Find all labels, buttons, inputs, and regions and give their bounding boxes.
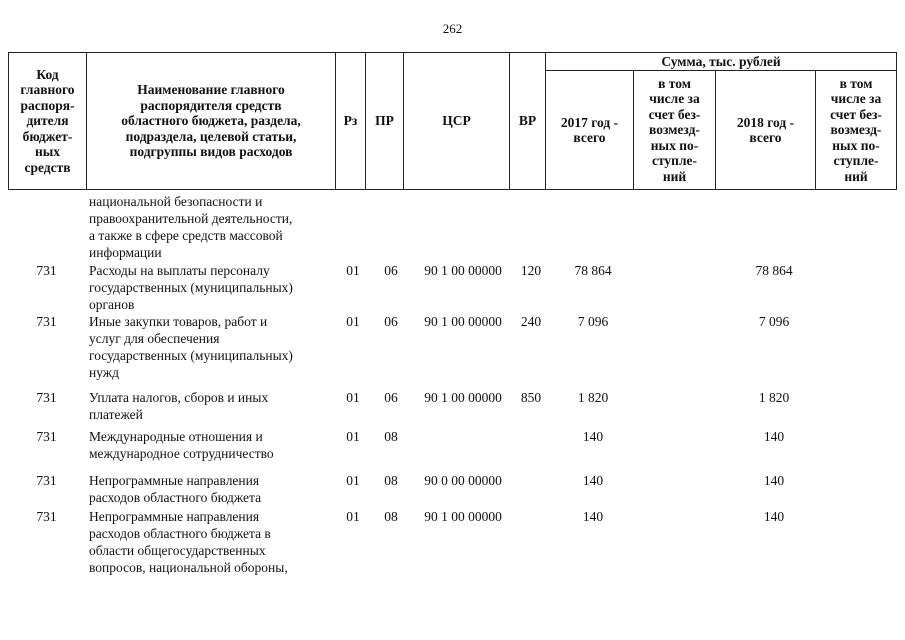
row-2-code: 731 <box>36 314 57 329</box>
header-vr: ВР <box>518 113 537 129</box>
row-1-rz: 01 <box>346 263 360 278</box>
row-1-pr: 06 <box>384 263 398 278</box>
row-3-sum-2017: 1 820 <box>577 390 609 405</box>
row-3-csr: 90 1 00 00000 <box>424 390 502 405</box>
row-2-sum-2017: 7 096 <box>577 314 609 329</box>
row-4-pr: 08 <box>384 429 398 444</box>
header-rz: Рз <box>343 113 358 129</box>
row-5-name: Непрограммные направления расходов областного бюджета <box>89 473 262 505</box>
header-sum: Сумма, тыс. рублей <box>661 53 781 69</box>
row-6-sum-2018: 140 <box>763 509 785 524</box>
row-1-csr: 90 1 00 00000 <box>424 263 502 278</box>
page-number: 262 <box>442 21 463 36</box>
row-1-name: Расходы на выплаты персоналу государственных (муниципальных) органов <box>89 263 293 312</box>
row-6-csr: 90 1 00 00000 <box>424 509 502 524</box>
row-1-sum-2017: 78 864 <box>574 263 612 278</box>
row-4-code: 731 <box>36 429 57 444</box>
row-1-code: 731 <box>36 263 57 278</box>
row-3-sum-2018: 1 820 <box>758 390 790 405</box>
table-header <box>8 52 897 190</box>
row-4-sum-2017: 140 <box>582 429 604 444</box>
row-5-code: 731 <box>36 473 57 488</box>
row-3-rz: 01 <box>346 390 360 405</box>
row-6-name: Непрограммные направления расходов областного бюджета в области общегосударственных вопросов, национальной обороны, <box>89 509 288 575</box>
row-6-rz: 01 <box>346 509 360 524</box>
row-3-name: Уплата налогов, сборов и иных платежей <box>89 390 269 422</box>
row-2-vr: 240 <box>520 314 542 329</box>
row-5-pr: 08 <box>384 473 398 488</box>
header-code: Код главного распоря- дителя бюджет- ных средств <box>20 66 75 175</box>
row-6-pr: 08 <box>384 509 398 524</box>
header-csr: ЦСР <box>442 113 471 129</box>
row-2-csr: 90 1 00 00000 <box>424 314 502 329</box>
row-6-code: 731 <box>36 509 57 524</box>
row-6-sum-2017: 140 <box>582 509 604 524</box>
row-5-sum-2017: 140 <box>582 473 604 488</box>
row-1-vr: 120 <box>520 263 542 278</box>
row-5-rz: 01 <box>346 473 360 488</box>
row-2-sum-2018: 7 096 <box>758 314 790 329</box>
row-3-pr: 06 <box>384 390 398 405</box>
row-3-code: 731 <box>36 390 57 405</box>
row-4-rz: 01 <box>346 429 360 444</box>
header-2018-total: 2018 год - всего <box>736 114 795 145</box>
row-4-sum-2018: 140 <box>763 429 785 444</box>
row-2-name: Иные закупки товаров, работ и услуг для обеспечения государственных (муниципальных) нужд <box>89 314 293 380</box>
row-2-rz: 01 <box>346 314 360 329</box>
row-4-name: Международные отношения и международное сотрудничество <box>89 429 274 461</box>
row-5-sum-2018: 140 <box>763 473 785 488</box>
header-2018-incl: в том числе за счет без- возмезд- ных по- ступле- ний <box>830 75 882 184</box>
row-2-pr: 06 <box>384 314 398 329</box>
row-1-sum-2018: 78 864 <box>755 263 793 278</box>
row-0-name: национальной безопасности и правоохранительной деятельности, а также в сфере средств массовой информации <box>89 194 293 260</box>
header-2017-incl: в том числе за счет без- возмезд- ных по- ступле- ний <box>648 75 701 184</box>
row-3-vr: 850 <box>520 390 542 405</box>
header-2017-total: 2017 год - всего <box>560 114 619 145</box>
row-5-csr: 90 0 00 00000 <box>424 473 502 488</box>
header-name: Наименование главного распорядителя средств областного бюджета, раздела, подраздела, целевой статьи, подгруппы видов расходов <box>121 82 301 160</box>
header-pr: ПР <box>375 113 394 129</box>
